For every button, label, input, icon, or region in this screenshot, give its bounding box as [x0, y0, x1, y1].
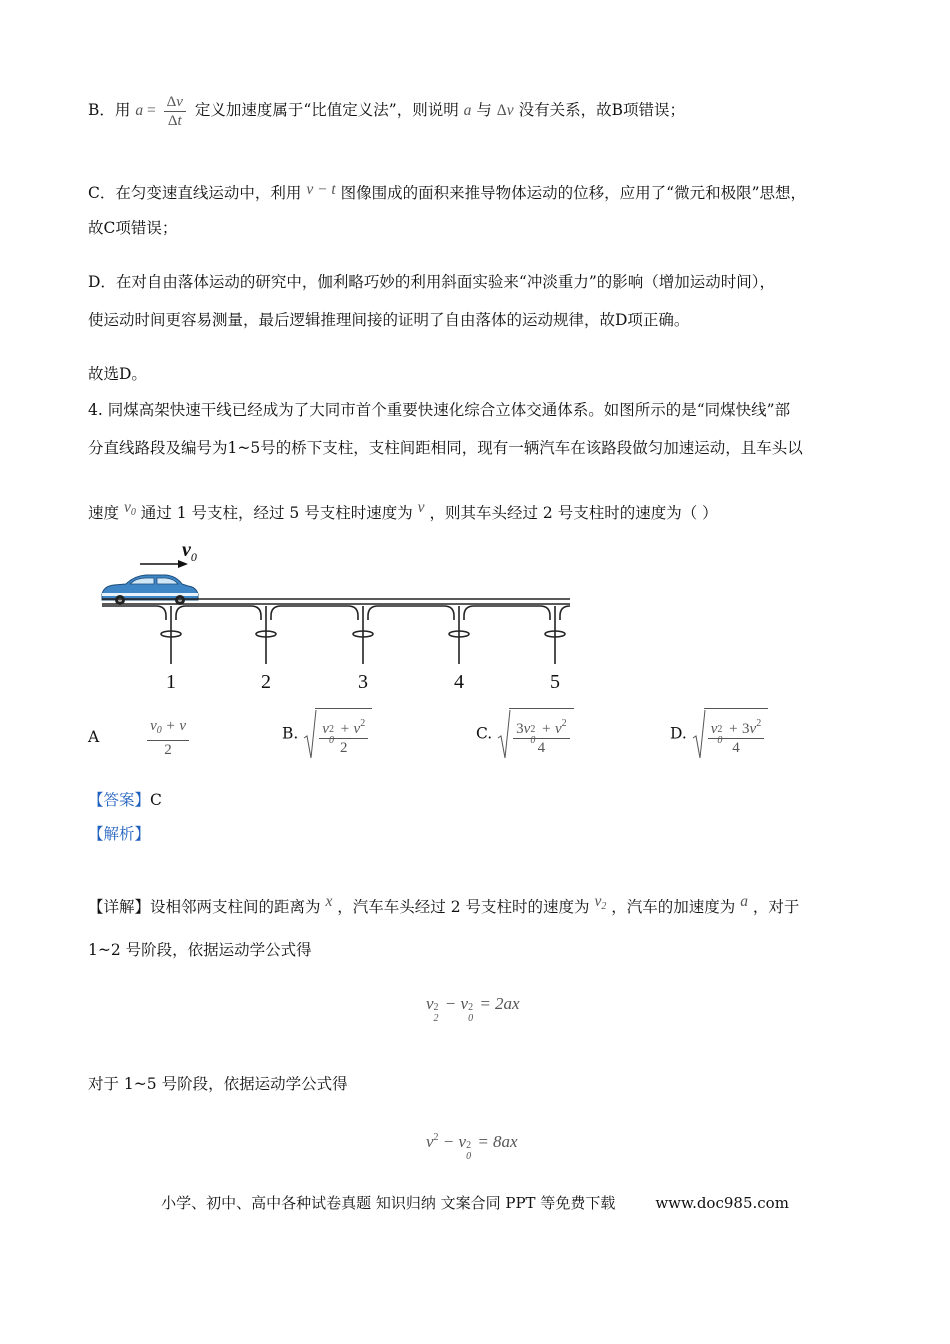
option-b-explanation [88, 88, 685, 133]
symbol-x: x [325, 893, 333, 910]
symbol-v0: $v_0$ [123, 499, 136, 518]
equation-2-rhs: = 8ax [477, 1132, 518, 1151]
option-d-label: D. [670, 724, 687, 743]
symbol-a: a [463, 102, 472, 119]
previous-conclusion: 故选D。 [88, 365, 147, 383]
answer-line [88, 788, 162, 812]
option-d-formula: v 2 0 + $3v^2$ 4 [692, 708, 768, 761]
option-d-explanation-line1: D．在对自由落体运动的研究中，伽利略巧妙的利用斜面实验来“冲淡重力”的影响（增加运动时间）， [88, 273, 776, 291]
option-b [282, 708, 372, 761]
option-a [88, 712, 193, 762]
analysis-label: 【解析】 [88, 825, 151, 843]
option-c-formula: 3v 2 0 + $v^2$ 4 [497, 708, 573, 761]
option-a-label: A [88, 728, 100, 746]
detail-line1-b: ，汽车车头经过 2 号支柱时的速度为 [337, 898, 590, 916]
pillar-label-4: 4 [454, 671, 464, 693]
question4-line3-a: 速度 [88, 504, 120, 522]
option-c-explanation-line1 [88, 178, 806, 205]
option-b-mid: 定义加速度属于“比值定义法”，则说明 [194, 101, 459, 119]
symbol-v2: $v_2$ [594, 893, 607, 912]
footer-url[interactable]: www.doc985.com [655, 1194, 789, 1212]
equation-1: v 2 2 − v 2 0 = 2ax [426, 994, 520, 1025]
formula-delta-v-over-delta-t: $\frac{\Delta v}{\Delta t}$ [164, 93, 186, 130]
page-footer [0, 1192, 950, 1213]
car-icon [102, 575, 198, 605]
pillar-label-2: 2 [261, 671, 271, 693]
velocity-arrow-icon [140, 560, 188, 568]
formula-equals: = [143, 102, 160, 119]
option-b-suffix: 没有关系，故B项错误； [518, 101, 685, 119]
question4-line3-b: 通过 1 号支柱，经过 5 号支柱时速度为 [140, 504, 413, 522]
detail-line2: 1~2 号阶段，依据运动学公式得 [88, 941, 312, 959]
option-c-suffix: 图像围成的面积来推导物体运动的位移，应用了“微元和极限”思想， [340, 184, 807, 202]
option-c-prefix: C．在匀变速直线运动中，利用 [88, 184, 302, 202]
option-d [670, 708, 768, 761]
symbol-v: v [417, 499, 425, 516]
option-c [476, 708, 574, 761]
symbol-v-t: v − t [306, 181, 336, 198]
option-d-explanation-line2: 使运动时间更容易测量，最后逻辑推理间接的证明了自由落体的运动规律，故D项正确。 [88, 311, 690, 329]
detail-line1-d: ，对于 [752, 898, 800, 916]
answer-value: C [150, 791, 162, 809]
option-c-explanation-line2: 故C项错误； [88, 219, 178, 237]
detail-line1 [88, 886, 799, 923]
option-b-prefix: B．用 [88, 101, 131, 119]
option-c-label: C. [476, 724, 493, 743]
option-a-formula: $\frac{v_0 + v}{2}$ [147, 717, 189, 759]
symbol-a-accel: a [740, 893, 748, 910]
detail-line1-a: 【详解】设相邻两支柱间的距离为 [88, 898, 321, 916]
equation-2: $v^2 - v$ 2 0 = 8ax [426, 1132, 518, 1163]
bridge-deck [102, 599, 570, 620]
bridge-figure [96, 536, 586, 696]
question4-line3 [88, 490, 718, 531]
formula-a-symbol: a [135, 102, 144, 119]
velocity-label: $v_0$ [182, 539, 197, 564]
pillar-label-1: 1 [166, 671, 176, 693]
option-b-and: 与 [476, 101, 492, 119]
pillars [161, 606, 565, 664]
question4-line3-c: ，则其车头经过 2 号支柱时的速度为（ ） [429, 504, 718, 522]
equation-1-rhs: = 2ax [479, 994, 520, 1013]
detail-line3: 对于 1~5 号阶段，依据运动学公式得 [88, 1075, 348, 1093]
detail-line1-c: ，汽车的加速度为 [611, 898, 736, 916]
question4-line1: 4. 同煤高架快速干线已经成为了大同市首个重要快速化综合立体交通体系。如图所示的是“同煤快线”部 [88, 401, 791, 419]
pillar-label-3: 3 [358, 671, 368, 693]
pillar-label-5: 5 [550, 671, 560, 693]
option-b-formula: v 2 0 + $v^2$ 2 [303, 708, 372, 761]
answer-label: 【答案】 [88, 791, 151, 809]
symbol-delta-v: Δv [496, 102, 514, 119]
footer-text: 小学、初中、高中各种试卷真题 知识归纳 文案合同 PPT 等免费下载 [161, 1194, 616, 1212]
question4-line2: 分直线路段及编号为1~5号的桥下支柱，支柱间距相同，现有一辆汽车在该路段做匀加速运动，且车头以 [88, 439, 803, 457]
option-b-label: B. [282, 724, 299, 743]
